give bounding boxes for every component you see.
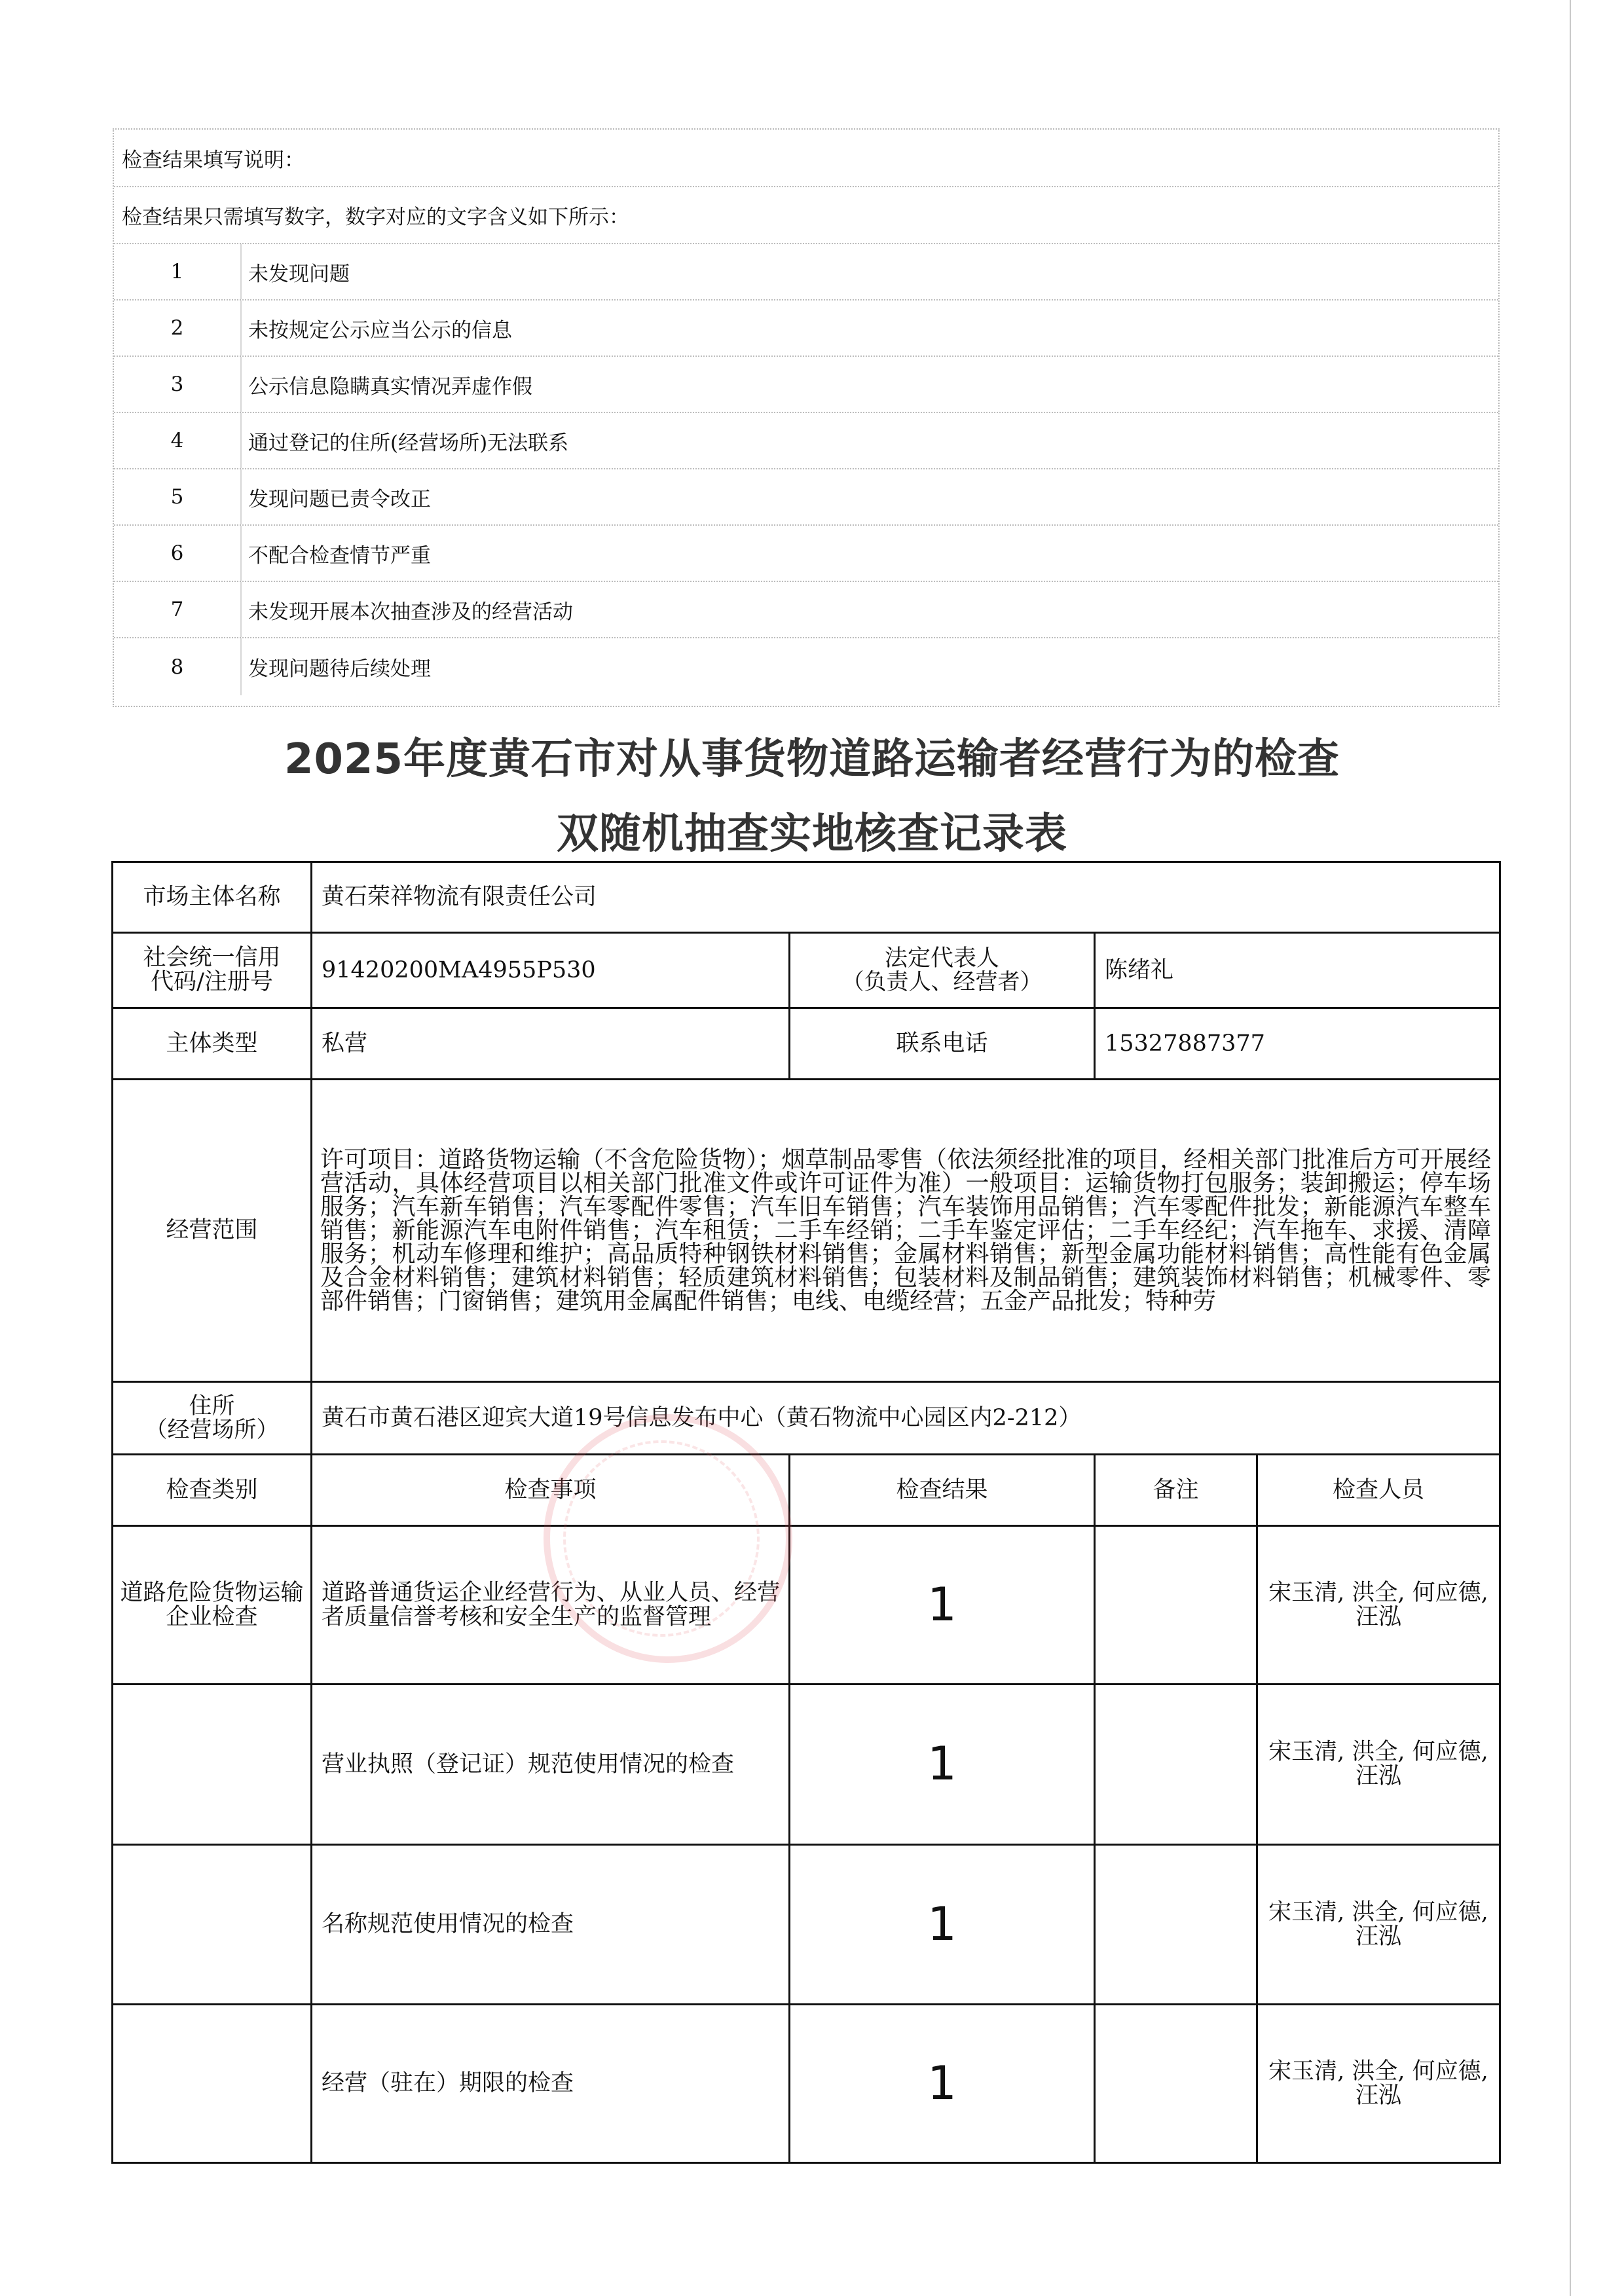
code-row <box>114 582 1498 638</box>
table-row-result[interactable] <box>788 2003 1096 2164</box>
table-row-remark[interactable] <box>1094 2003 1258 2164</box>
row-item-text: 经营（驻在）期限的检查 <box>322 2070 574 2097</box>
credit-code-value <box>310 932 790 1009</box>
entity-name-text: 黄石荣祥物流有限责任公司 <box>322 884 597 911</box>
header-inspectors <box>1256 1453 1501 1527</box>
business-scope-value <box>310 1078 1501 1383</box>
legal-rep-label <box>788 932 1096 1009</box>
code-meaning: 不配合检查情节严重 <box>248 543 431 568</box>
instructions-intro: 检查结果只需填写数字，数字对应的文字含义如下所示： <box>122 206 629 229</box>
table-row-category <box>111 2003 312 2164</box>
row-result-handwritten: 1 <box>927 1577 957 1631</box>
entity-name-label <box>111 861 312 934</box>
business-scope-label <box>111 1078 312 1383</box>
business-scope-text: 许可项目：道路货物运输（不含危险货物）；烟草制品零售（依法须经批准的项目，经相关部门批准后方可开展经营活动，具体经营项目以相关部门批准文件或许可证件为准）一般项目：运输货物打包服务；装卸搬运；停车场服务；汽车新车销售；汽车零配件零售；汽车旧车销售；汽车装饰用品销售；汽车零配件批发；新能源汽车整车销售；新能源汽车电附件销售；汽车租赁；二手车经销；二手车鉴定评估；二手车经纪；汽车拖车、求援、清障服务；机动车修理和维护；高品质特种钢铁材料销售；金属材料销售；新型金属功能材料销售；高性能有色金属及合金材料销售；建筑材料销售；轻质建筑材料销售；包装材料及制品销售；建筑装饰材料销售；机械零件、零部件销售；门窗销售；建筑用金属配件销售；电线、电缆经营；五金产品批发；特种劳 <box>320 1146 1491 1315</box>
address-value <box>310 1381 1501 1455</box>
row-result-handwritten: 1 <box>927 2056 957 2110</box>
document-title-line-2: 双随机抽查实地核查记录表 <box>557 810 1067 858</box>
table-row-result[interactable] <box>788 1844 1096 2005</box>
row-result-handwritten: 1 <box>927 1897 957 1951</box>
table-row-remark[interactable] <box>1094 1525 1258 1685</box>
table-row-item <box>310 1683 790 1846</box>
inspection-record-table <box>111 861 1501 2164</box>
entity-type-label-text: 主体类型 <box>166 1030 258 1057</box>
header-result-text: 检查结果 <box>896 1476 988 1503</box>
code-row <box>114 526 1498 582</box>
address-label-line2: （经营场所） <box>145 1416 279 1443</box>
code-row <box>114 469 1498 526</box>
credit-code-label <box>111 932 312 1009</box>
code-number: 8 <box>114 638 242 695</box>
credit-code-label-line1: 社会统一信用 <box>143 945 281 972</box>
credit-code-label-line2: 代码/注册号 <box>151 969 273 995</box>
credit-code-text: 91420200MA4955P530 <box>322 957 596 983</box>
table-row-inspectors <box>1256 1683 1501 1846</box>
table-row-result[interactable] <box>788 1683 1096 1846</box>
entity-name-label-text: 市场主体名称 <box>143 884 281 911</box>
entity-type-text: 私营 <box>322 1030 368 1057</box>
code-meaning: 发现问题待后续处理 <box>248 657 431 681</box>
header-category <box>111 1453 312 1527</box>
code-meaning: 公示信息隐瞒真实情况弄虚作假 <box>248 374 532 399</box>
header-remark-text: 备注 <box>1153 1476 1199 1503</box>
code-row <box>114 413 1498 469</box>
code-number: 4 <box>114 413 242 468</box>
address-label-line1: 住所 <box>189 1393 235 1419</box>
code-number: 5 <box>114 469 242 524</box>
address-text: 黄石市黄石港区迎宾大道19号信息发布中心（黄石物流中心园区内2-212） <box>322 1404 1082 1431</box>
table-row-item <box>310 1844 790 2005</box>
code-number: 6 <box>114 526 242 581</box>
row-item-text: 名称规范使用情况的检查 <box>322 1911 574 1938</box>
row-item-text: 道路普通货运企业经营行为、从业人员、经营者质量信誉考核和安全生产的监督管理 <box>322 1579 781 1630</box>
legal-rep-label-line2: （负责人、经营者） <box>841 968 1043 995</box>
entity-name-value <box>310 861 1501 934</box>
legal-rep-text: 陈绪礼 <box>1105 957 1174 983</box>
legal-rep-value <box>1094 932 1501 1009</box>
row-inspectors-text: 宋玉清, 洪全, 何应德, 汪泓 <box>1268 1579 1488 1630</box>
scan-edge-line <box>1570 0 1571 2296</box>
legal-rep-label-line1: 法定代表人 <box>884 945 999 972</box>
code-number: 3 <box>114 357 242 412</box>
row-inspectors-text: 宋玉清, 洪全, 何应德, 汪泓 <box>1268 2058 1488 2109</box>
code-row <box>114 357 1498 413</box>
code-number: 2 <box>114 301 242 355</box>
header-item <box>310 1453 790 1527</box>
row-category-text: 道路危险货物运输企业检查 <box>120 1579 304 1630</box>
code-meaning: 通过登记的住所(经营场所)无法联系 <box>248 431 569 455</box>
table-row-inspectors <box>1256 1844 1501 2005</box>
table-row-remark[interactable] <box>1094 1844 1258 2005</box>
row-inspectors-text: 宋玉清, 洪全, 何应德, 汪泓 <box>1268 1899 1488 1950</box>
code-number: 1 <box>114 244 242 299</box>
phone-label <box>788 1007 1096 1080</box>
table-row-item <box>310 1525 790 1685</box>
code-meaning: 未按规定公示应当公示的信息 <box>248 318 512 342</box>
header-inspectors-text: 检查人员 <box>1332 1476 1424 1503</box>
document-title-line-1: 2025年度黄石市对从事货物道路运输者经营行为的检查 <box>284 735 1340 784</box>
table-row-category <box>111 1525 312 1685</box>
code-meaning: 未发现问题 <box>248 262 350 286</box>
table-row-result[interactable] <box>788 1525 1096 1685</box>
business-scope-label-text: 经营范围 <box>166 1217 258 1244</box>
table-row-remark[interactable] <box>1094 1683 1258 1846</box>
header-category-text: 检查类别 <box>166 1476 258 1503</box>
address-label <box>111 1381 312 1455</box>
instructions-heading-row <box>114 130 1498 187</box>
header-item-text: 检查事项 <box>504 1476 597 1503</box>
code-number: 7 <box>114 582 242 637</box>
header-remark <box>1094 1453 1258 1527</box>
code-row <box>114 244 1498 301</box>
phone-text: 15327887377 <box>1105 1030 1265 1057</box>
header-result <box>788 1453 1096 1527</box>
table-row-inspectors <box>1256 1525 1501 1685</box>
result-code-instructions <box>113 128 1500 707</box>
entity-type-value <box>310 1007 790 1080</box>
code-row <box>114 301 1498 357</box>
entity-type-label <box>111 1007 312 1080</box>
instructions-intro-row <box>114 187 1498 244</box>
instructions-heading: 检查结果填写说明： <box>122 148 304 172</box>
phone-value <box>1094 1007 1501 1080</box>
table-row-item <box>310 2003 790 2164</box>
code-row <box>114 638 1498 695</box>
table-row-category <box>111 1683 312 1846</box>
phone-label-text: 联系电话 <box>896 1030 988 1057</box>
row-inspectors-text: 宋玉清, 洪全, 何应德, 汪泓 <box>1268 1739 1488 1789</box>
code-meaning: 发现问题已责令改正 <box>248 487 431 511</box>
row-item-text: 营业执照（登记证）规范使用情况的检查 <box>322 1751 735 1777</box>
row-result-handwritten: 1 <box>927 1737 957 1791</box>
table-row-inspectors <box>1256 2003 1501 2164</box>
code-meaning: 未发现开展本次抽查涉及的经营活动 <box>248 600 573 624</box>
table-row-category <box>111 1844 312 2005</box>
